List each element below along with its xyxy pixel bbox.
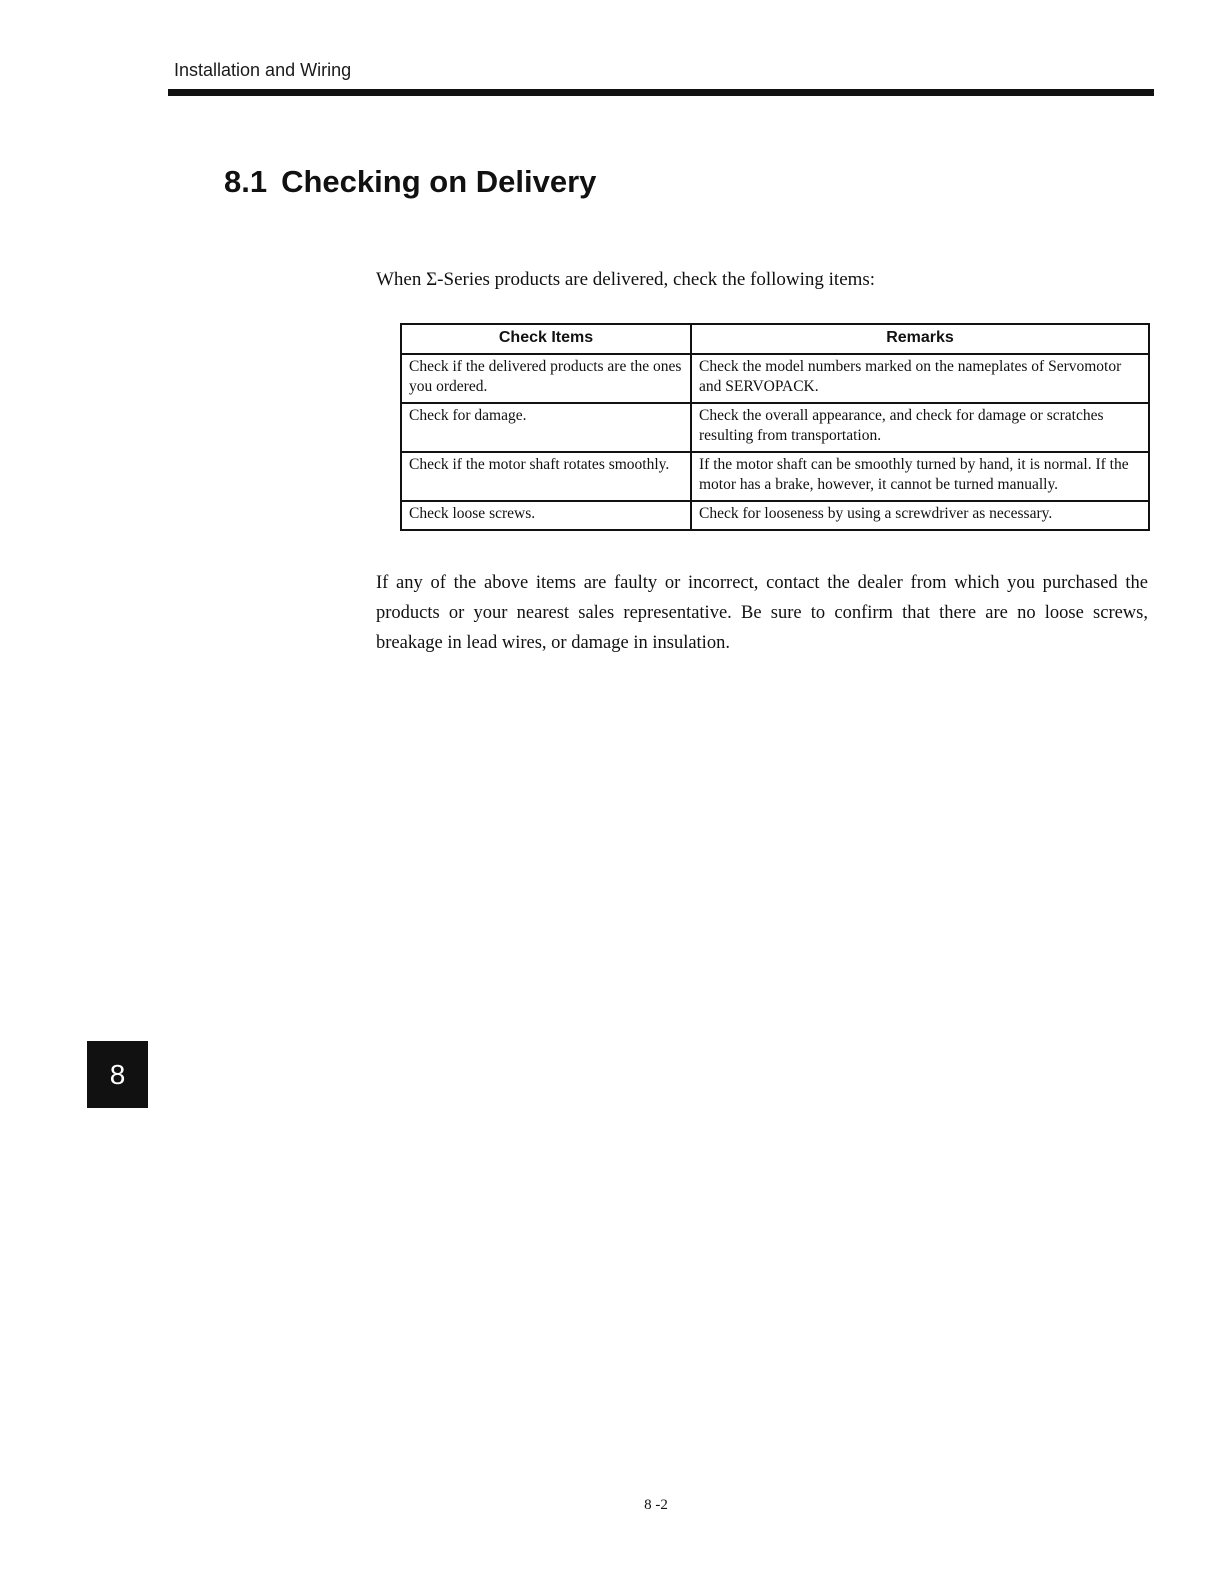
- section-title-text: Checking on Delivery: [281, 164, 597, 199]
- section-title: [224, 164, 596, 200]
- section-number: 8.1: [224, 164, 268, 199]
- check-item-cell: Check if the motor shaft rotates smoothly.: [401, 452, 691, 501]
- remarks-cell: Check for looseness by using a screwdriver as necessary.: [691, 501, 1149, 530]
- column-header-check-items: Check Items: [401, 324, 691, 354]
- table-row: [401, 501, 1149, 530]
- remarks-cell: Check the model numbers marked on the nameplates of Servomotor and SERVOPACK.: [691, 354, 1149, 403]
- table-row: [401, 452, 1149, 501]
- page-number: 8 -2: [644, 1497, 668, 1513]
- header-rule: [168, 89, 1154, 96]
- remarks-cell: Check the overall appearance, and check for damage or scratches resulting from transportation.: [691, 403, 1149, 452]
- table-row: [401, 403, 1149, 452]
- check-item-cell: Check for damage.: [401, 403, 691, 452]
- closing-paragraph: If any of the above items are faulty or incorrect, contact the dealer from which you purchased the products or your nearest sales representative. Be sure to confirm that there are no loose screws, breakage in lead wires, or damage in insulation.: [376, 573, 1148, 653]
- check-item-cell: Check if the delivered products are the ones you ordered.: [401, 354, 691, 403]
- intro-paragraph: When Σ-Series products are delivered, check the following items:: [376, 269, 876, 290]
- remarks-cell: If the motor shaft can be smoothly turned by hand, it is normal. If the motor has a brake, however, it cannot be turned manually.: [691, 452, 1149, 501]
- check-item-cell: Check loose screws.: [401, 501, 691, 530]
- table-header-row: [401, 324, 1149, 354]
- check-items-table: [400, 323, 1150, 531]
- table-row: [401, 354, 1149, 403]
- running-header: Installation and Wiring: [174, 60, 352, 80]
- chapter-tab: 8: [87, 1041, 148, 1108]
- column-header-remarks: Remarks: [691, 324, 1149, 354]
